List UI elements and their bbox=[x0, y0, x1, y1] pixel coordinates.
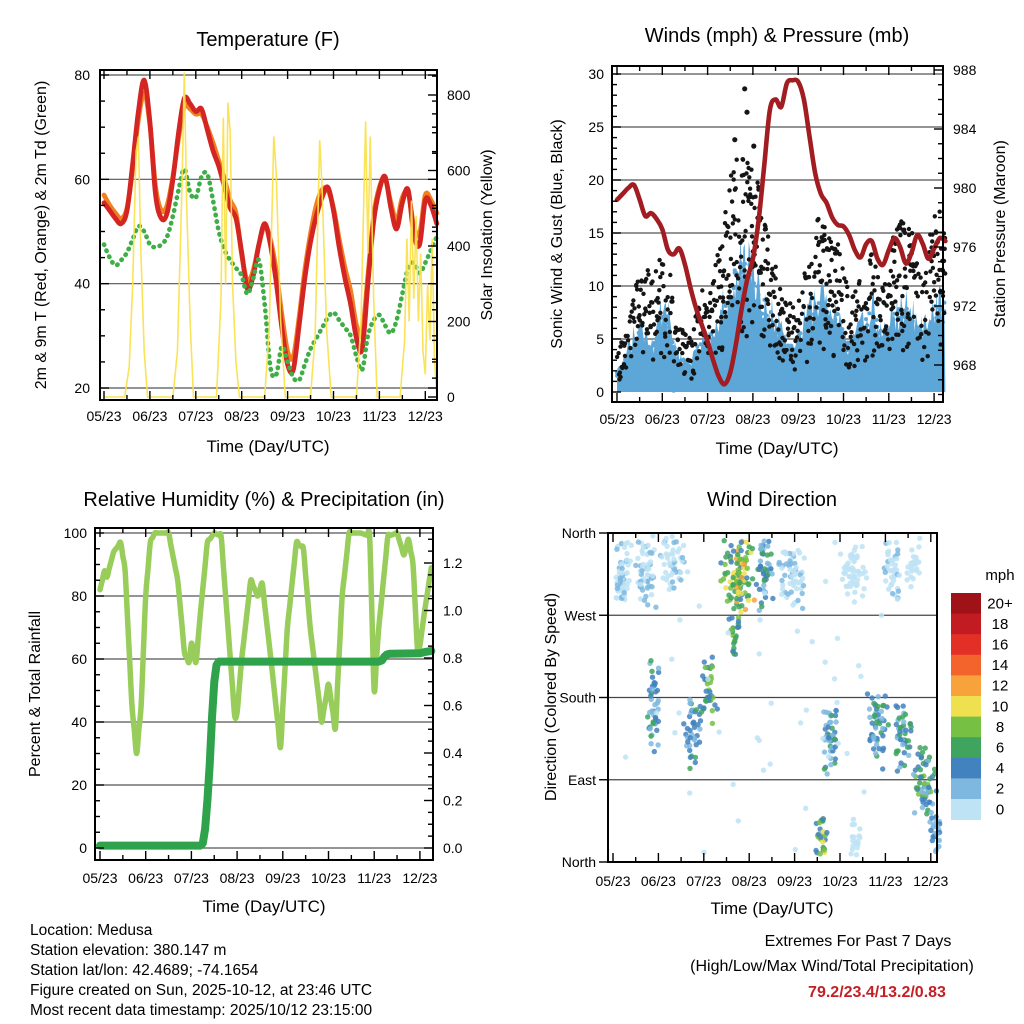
extremes-values: 79.2/23.4/13.2/0.83 bbox=[808, 984, 946, 1001]
tick-label: 06/23 bbox=[132, 408, 168, 424]
tick-label: West bbox=[564, 607, 596, 624]
winds-xlabel: Time (Day/UTC) bbox=[715, 439, 839, 458]
tick-label: 600 bbox=[447, 162, 471, 179]
tick-label: 05/23 bbox=[595, 873, 631, 889]
tick-label: 10/23 bbox=[822, 873, 858, 889]
tick-label: 0.2 bbox=[443, 792, 463, 809]
temperature-xlabel: Time (Day/UTC) bbox=[206, 437, 330, 456]
colorbar-units-label: mph bbox=[985, 567, 1015, 584]
tick-label: 976 bbox=[953, 239, 977, 255]
extremes-subtitle: (High/Low/Max Wind/Total Precipitation) bbox=[690, 958, 974, 975]
temperature-ylabel-right: Solar Insolation (Yellow) bbox=[479, 149, 496, 321]
tick-label: 09/23 bbox=[265, 870, 301, 886]
colorbar-segment bbox=[951, 614, 981, 635]
wind-direction-title: Wind Direction bbox=[706, 489, 838, 511]
tick-label: 0 bbox=[995, 801, 1005, 819]
winds-ylabel-right: Station Pressure (Maroon) bbox=[992, 140, 1009, 328]
tick-label: 8 bbox=[995, 718, 1005, 736]
tick-label: 2 bbox=[995, 780, 1005, 798]
temperature-title: Temperature (F) bbox=[196, 29, 340, 51]
tick-label: 12/23 bbox=[913, 873, 949, 889]
tick-label: 0 bbox=[447, 389, 455, 405]
colorbar-segment bbox=[951, 675, 981, 696]
colorbar-segment bbox=[951, 717, 981, 738]
tick-label: 6 bbox=[995, 739, 1005, 757]
tick-label: 0.8 bbox=[443, 650, 463, 666]
footer-latlon: Station lat/lon: 42.4689; -74.1654 bbox=[30, 962, 259, 979]
tick-label: 12/23 bbox=[916, 411, 952, 427]
tick-label: 10/23 bbox=[825, 411, 862, 427]
footer-info bbox=[30, 921, 372, 1021]
tick-label: 80 bbox=[74, 67, 90, 83]
humidity-xlabel: Time (Day/UTC) bbox=[202, 897, 326, 916]
tick-label: East bbox=[567, 771, 596, 788]
tick-label: 400 bbox=[447, 238, 471, 254]
extremes-title: Extremes For Past 7 Days bbox=[764, 933, 952, 950]
tick-label: 07/23 bbox=[686, 873, 722, 889]
tick-label: 12/23 bbox=[407, 408, 443, 424]
colorbar-segment bbox=[951, 655, 981, 676]
tick-label: 968 bbox=[953, 357, 977, 373]
colorbar-segment bbox=[951, 758, 981, 779]
humidity-title: Relative Humidity (%) & Precipitation (in) bbox=[83, 489, 445, 511]
tick-label: 07/23 bbox=[173, 870, 209, 886]
tick-label: 12 bbox=[991, 677, 1009, 695]
tick-label: 980 bbox=[953, 180, 977, 196]
tick-label: 1.2 bbox=[443, 555, 463, 571]
tick-label: 25 bbox=[588, 119, 604, 135]
tick-label: 08/23 bbox=[735, 411, 771, 427]
winds-title: Winds (mph) & Pressure (mb) bbox=[644, 25, 910, 47]
footer-elevation: Station elevation: 380.147 m bbox=[30, 942, 227, 959]
colorbar-segment bbox=[951, 737, 981, 758]
tick-label: 11/23 bbox=[357, 870, 392, 886]
temperature-plot bbox=[74, 67, 470, 424]
tick-label: 0.6 bbox=[443, 697, 463, 714]
tick-label: 800 bbox=[447, 87, 471, 103]
tick-label: 4 bbox=[995, 760, 1005, 778]
tick-label: North bbox=[561, 525, 596, 541]
humidity-ylabel-left: Percent & Total Rainfall bbox=[27, 610, 44, 778]
tick-label: 80 bbox=[71, 588, 87, 604]
footer-created: Figure created on Sun, 2025-10-12, at 23:46 UTC bbox=[30, 982, 373, 999]
tick-label: 07/23 bbox=[178, 408, 214, 424]
temperature-ylabel-left: 2m & 9m T (Red, Orange) & 2m Td (Green) bbox=[33, 80, 50, 390]
footer-location: Location: Medusa bbox=[30, 922, 153, 939]
tick-label: 20 bbox=[588, 172, 604, 188]
winds-pressure-plot bbox=[588, 62, 976, 427]
tick-label: 09/23 bbox=[780, 411, 816, 427]
tick-label: 10 bbox=[991, 698, 1009, 716]
tick-label: 14 bbox=[991, 657, 1009, 675]
colorbar-segment bbox=[951, 799, 981, 820]
tick-label: 20 bbox=[74, 380, 90, 396]
tick-label: 05/23 bbox=[82, 870, 118, 886]
tick-label: 988 bbox=[953, 62, 977, 78]
tick-label: 972 bbox=[953, 298, 977, 314]
colorbar-segment bbox=[951, 778, 981, 799]
wind-direction-ylabel-left: Direction (Colored By Speed) bbox=[543, 592, 560, 802]
tick-label: 11/23 bbox=[871, 411, 906, 427]
tick-label: 12/23 bbox=[402, 870, 438, 886]
tick-label: 0.0 bbox=[443, 840, 463, 856]
tick-label: 0 bbox=[596, 384, 604, 400]
tick-label: 05/23 bbox=[86, 408, 122, 424]
colorbar-segment bbox=[951, 593, 981, 614]
tick-label: 08/23 bbox=[224, 408, 260, 424]
tick-label: 100 bbox=[63, 525, 87, 541]
footer-timestamp: Most recent data timestamp: 2025/10/12 23:15:00 bbox=[30, 1002, 373, 1019]
tick-label: 20 bbox=[71, 777, 87, 793]
tick-label: 06/23 bbox=[644, 411, 680, 427]
tick-label: 05/23 bbox=[599, 411, 635, 427]
tick-label: South bbox=[559, 689, 596, 706]
tick-label: 200 bbox=[447, 313, 471, 330]
tick-label: 11/23 bbox=[362, 408, 397, 424]
tick-label: 60 bbox=[71, 651, 87, 667]
wind-direction-dots bbox=[614, 533, 943, 857]
tick-label: 11/23 bbox=[868, 873, 903, 889]
tick-label: 5 bbox=[596, 331, 604, 347]
tick-label: 18 bbox=[991, 615, 1009, 633]
tick-label: 06/23 bbox=[128, 870, 164, 886]
tick-label: 07/23 bbox=[690, 411, 726, 427]
temp-2m-line bbox=[104, 80, 437, 373]
colorbar-segment bbox=[951, 696, 981, 717]
tick-label: 10/23 bbox=[310, 870, 347, 886]
tick-label: 0.4 bbox=[443, 745, 463, 761]
tick-label: 15 bbox=[588, 225, 604, 241]
tick-label: 984 bbox=[953, 121, 977, 137]
wind-direction-xlabel: Time (Day/UTC) bbox=[710, 899, 834, 918]
tick-label: 10/23 bbox=[315, 408, 352, 424]
total-rainfall-line bbox=[100, 651, 431, 846]
tick-label: 10 bbox=[588, 278, 604, 294]
winds-ylabel-left: Sonic Wind & Gust (Blue, Black) bbox=[549, 119, 566, 349]
tick-label: 60 bbox=[74, 171, 90, 188]
tick-label: 0 bbox=[79, 840, 87, 856]
tick-label: 08/23 bbox=[219, 870, 255, 886]
humidity-precip-plot bbox=[64, 525, 463, 886]
wind-direction-plot bbox=[559, 525, 948, 889]
tick-label: 06/23 bbox=[640, 873, 676, 889]
tick-label: North bbox=[561, 854, 596, 870]
tick-label: 08/23 bbox=[731, 873, 767, 889]
tick-label: 09/23 bbox=[777, 873, 813, 889]
tick-label: 1.0 bbox=[443, 602, 463, 619]
relative-humidity-line bbox=[100, 530, 431, 753]
tick-label: 40 bbox=[71, 714, 87, 730]
speed-colorbar bbox=[951, 593, 1013, 820]
tick-label: 30 bbox=[588, 66, 604, 82]
tick-label: 16 bbox=[991, 636, 1009, 654]
tick-label: 20+ bbox=[987, 595, 1013, 613]
tick-label: 40 bbox=[74, 275, 90, 292]
tick-label: 09/23 bbox=[270, 408, 306, 424]
temp-9m-line bbox=[104, 93, 437, 359]
colorbar-segment bbox=[951, 634, 981, 655]
